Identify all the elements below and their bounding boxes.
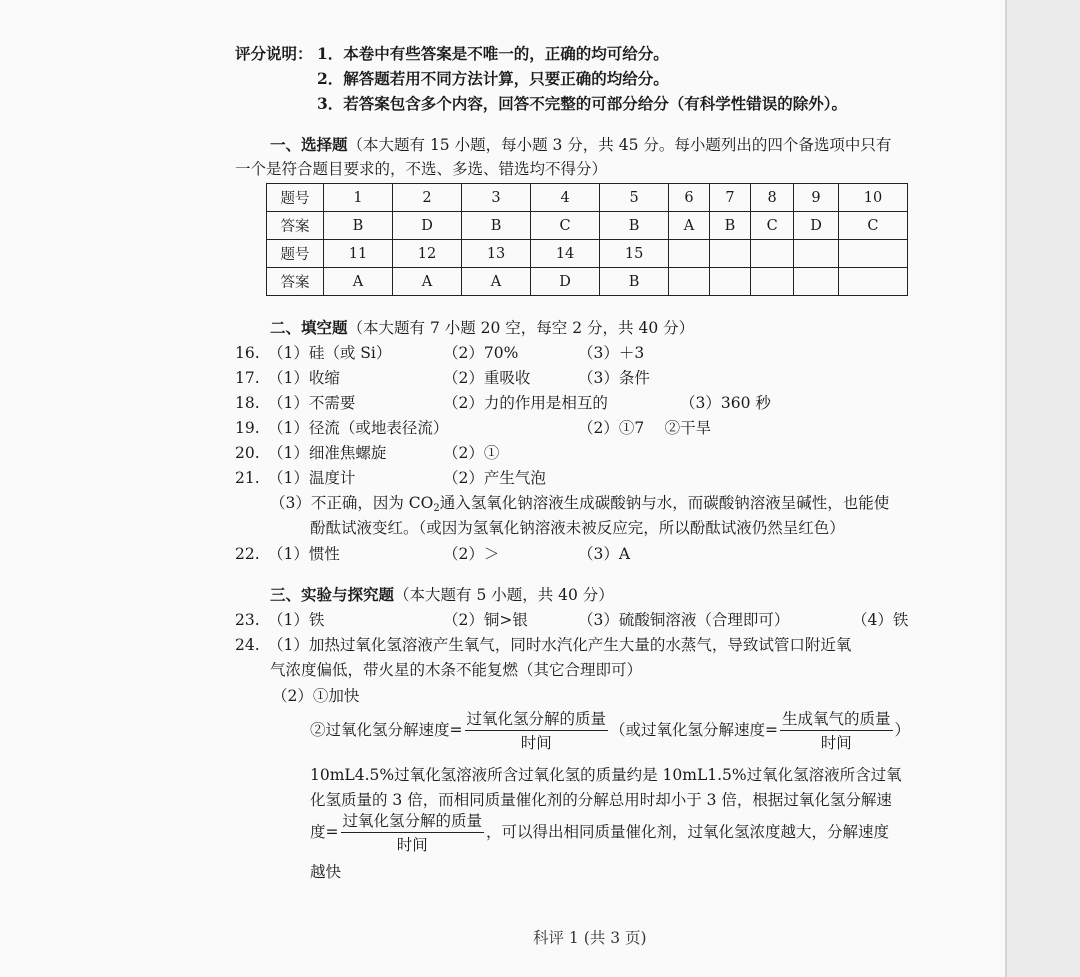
q16-answer-2: （2）70% bbox=[443, 344, 519, 362]
q16-answer-3: （3）＋3 bbox=[578, 344, 645, 362]
q24-part2: （2）①加快 bbox=[272, 687, 360, 705]
answer-table-cell: 4 bbox=[531, 184, 600, 212]
formula-1-prefix: ②过氧化氢分解速度= bbox=[310, 721, 463, 739]
answer-table-header-cell: 答案 bbox=[267, 268, 324, 296]
q21-answer-1: （1）温度计 bbox=[268, 469, 356, 487]
q20-answer-2: （2）① bbox=[443, 444, 500, 462]
q19-answer-2: （2）①7 ②干旱 bbox=[578, 419, 712, 437]
answer-table-cell: C bbox=[531, 212, 600, 240]
fraction-2-denominator: 时间 bbox=[820, 734, 852, 752]
answer-table-cell: D bbox=[794, 212, 839, 240]
q21-answer-2: （2）产生气泡 bbox=[443, 469, 546, 487]
answer-table-cell: B bbox=[600, 212, 669, 240]
fraction-1-numerator: 过氧化氢分解的质量 bbox=[465, 710, 609, 731]
q17-answer-2: （2）重吸收 bbox=[443, 369, 531, 387]
answer-table-cell: A bbox=[462, 268, 531, 296]
page-footer: 科评 1 (共 3 页) bbox=[533, 929, 647, 947]
q18-answer-1: （1）不需要 bbox=[268, 394, 356, 412]
q24-formula-3 bbox=[310, 812, 889, 854]
q24-explanation-line2: 化氢质量的 3 倍，而相同质量催化剂的分解总用时却小于 3 倍，根据过氧化氢分解速 bbox=[310, 791, 892, 809]
answer-table-cell: 15 bbox=[600, 240, 669, 268]
q23-number: 23. bbox=[235, 611, 260, 629]
q18-answer-3: （3）360 秒 bbox=[680, 394, 771, 412]
fraction-1 bbox=[465, 710, 609, 752]
answer-table-cell bbox=[709, 268, 750, 296]
answer-table-cell: C bbox=[838, 212, 907, 240]
q23-answer-1: （1）铁 bbox=[268, 611, 325, 629]
answer-table-cell: A bbox=[669, 212, 710, 240]
answer-table-cell bbox=[669, 240, 710, 268]
formula-2-suffix: ） bbox=[894, 721, 911, 739]
fraction-2 bbox=[780, 710, 893, 752]
answer-table-cell: A bbox=[324, 268, 393, 296]
answer-table-cell bbox=[794, 268, 839, 296]
q17-answer-1: （1）收缩 bbox=[268, 369, 340, 387]
q19-number: 19. bbox=[235, 419, 260, 437]
answer-table-cell: 1 bbox=[324, 184, 393, 212]
q16-number: 16. bbox=[235, 344, 260, 362]
answer-table-cell: 5 bbox=[600, 184, 669, 212]
multiple-choice-answer-table bbox=[266, 183, 908, 296]
q23-answer-3: （3）硫酸铜溶液（合理即可） bbox=[578, 611, 790, 629]
q22-answer-3: （3）A bbox=[578, 545, 631, 563]
formula-2-prefix: （或过氧化氢分解速度= bbox=[610, 721, 779, 739]
answer-table-cell: 13 bbox=[462, 240, 531, 268]
section1-desc-line2: 一个是符合题目要求的，不选、多选、错选均不得分） bbox=[235, 160, 608, 178]
q22-answer-2: （2）＞ bbox=[443, 545, 500, 563]
answer-table-cell: 9 bbox=[794, 184, 839, 212]
answer-table-cell: C bbox=[751, 212, 794, 240]
answer-table-cell bbox=[709, 240, 750, 268]
q22-number: 22. bbox=[235, 545, 260, 563]
page-edge bbox=[1005, 0, 1007, 977]
q24-part1-line2: 气浓度偏低，带火星的木条不能复燃（其它合理即可） bbox=[270, 661, 643, 679]
q24-explanation-line1: 10mL4.5%过氧化氢溶液所含过氧化氢的质量约是 10mL1.5%过氧化氢溶液所含过氧 bbox=[310, 766, 902, 784]
section1-heading bbox=[270, 135, 891, 155]
answer-table-header-cell: 题号 bbox=[267, 240, 324, 268]
q20-number: 20. bbox=[235, 444, 260, 462]
section3-desc: （本大题有 5 小题，共 40 分） bbox=[394, 586, 614, 604]
fraction-3 bbox=[341, 812, 485, 854]
fraction-3-numerator: 过氧化氢分解的质量 bbox=[341, 812, 485, 833]
q20-answer-1: （1）细准焦螺旋 bbox=[268, 444, 387, 462]
answer-table-row bbox=[267, 184, 908, 212]
q18-answer-2: （2）力的作用是相互的 bbox=[443, 394, 608, 412]
answer-table-cell bbox=[751, 240, 794, 268]
answer-table-row bbox=[267, 268, 908, 296]
section1-title: 一、选择题 bbox=[270, 135, 348, 154]
section2-heading bbox=[270, 318, 694, 338]
q16-answer-1: （1）硅（或 Si） bbox=[268, 344, 392, 362]
q24-explanation-last: 越快 bbox=[310, 863, 342, 881]
answer-table-cell bbox=[838, 240, 907, 268]
answer-table-cell: A bbox=[393, 268, 462, 296]
fraction-3-denominator: 时间 bbox=[396, 836, 428, 854]
q22-answer-1: （1）惯性 bbox=[268, 545, 340, 563]
section2-desc: （本大题有 7 小题 20 空，每空 2 分，共 40 分） bbox=[347, 319, 695, 337]
q23-answer-2: （2）铜>银 bbox=[443, 611, 528, 629]
answer-table-cell bbox=[838, 268, 907, 296]
formula-3-prefix: 度= bbox=[310, 823, 339, 841]
q17-answer-3: （3）条件 bbox=[578, 369, 650, 387]
answer-table-cell: B bbox=[462, 212, 531, 240]
scoring-notes-label: 评分说明： bbox=[235, 44, 313, 63]
answer-table-cell: B bbox=[324, 212, 393, 240]
q24-part1-line1: （1）加热过氧化氢溶液产生氧气，同时水汽化产生大量的水蒸气，导致试管口附近氧 bbox=[268, 636, 852, 654]
q21-answer-3-pre: （3）不正确，因为 CO bbox=[270, 494, 434, 512]
section3-heading bbox=[270, 585, 614, 605]
answer-table-cell: 6 bbox=[669, 184, 710, 212]
q19-answer-1: （1）径流（或地表径流） bbox=[268, 419, 449, 437]
q24-number: 24. bbox=[235, 636, 260, 654]
section2-title: 二、填空题 bbox=[270, 318, 348, 337]
section1-desc: （本大题有 15 小题，每小题 3 分，共 45 分。每小题列出的四个备选项中只有 bbox=[347, 136, 892, 154]
q21-number: 21. bbox=[235, 469, 260, 487]
answer-table-cell: 12 bbox=[393, 240, 462, 268]
fraction-2-numerator: 生成氧气的质量 bbox=[780, 710, 893, 731]
answer-table-row bbox=[267, 212, 908, 240]
answer-table-cell: 8 bbox=[751, 184, 794, 212]
answer-table-header-cell: 答案 bbox=[267, 212, 324, 240]
answer-table-cell bbox=[751, 268, 794, 296]
answer-table-cell bbox=[669, 268, 710, 296]
answer-table-cell: 14 bbox=[531, 240, 600, 268]
q24-formula-1 bbox=[310, 710, 910, 752]
q21-answer-3-line2: 酚酞试液变红。（或因为氢氧化钠溶液未被反应完，所以酚酞试液仍然呈红色） bbox=[310, 519, 845, 537]
q21-answer-3-post: 通入氢氧化钠溶液生成碳酸钠与水，而碳酸钠溶液呈碱性，也能使 bbox=[439, 494, 890, 512]
answer-table-cell: D bbox=[531, 268, 600, 296]
answer-table-cell: 7 bbox=[709, 184, 750, 212]
co2-subscript: 2 bbox=[433, 503, 440, 514]
answer-table-cell: B bbox=[709, 212, 750, 240]
section3-title: 三、实验与探究题 bbox=[270, 585, 395, 604]
answer-table-header-cell: 题号 bbox=[267, 184, 324, 212]
q23-answer-4: （4）铁 bbox=[852, 611, 909, 629]
answer-table-cell: 2 bbox=[393, 184, 462, 212]
answer-table-cell bbox=[794, 240, 839, 268]
answer-table-cell: B bbox=[600, 268, 669, 296]
q18-number: 18. bbox=[235, 394, 260, 412]
q21-answer-3 bbox=[270, 493, 889, 519]
answer-table-cell: 10 bbox=[838, 184, 907, 212]
formula-3-suffix: ，可以得出相同质量催化剂，过氧化氢浓度越大，分解速度 bbox=[486, 823, 890, 841]
answer-table-cell: 11 bbox=[324, 240, 393, 268]
answer-table-cell: D bbox=[393, 212, 462, 240]
answer-table-row bbox=[267, 240, 908, 268]
q17-number: 17. bbox=[235, 369, 260, 387]
answer-table-cell: 3 bbox=[462, 184, 531, 212]
scoring-note-1: 1．本卷中有些答案是不唯一的，正确的均可给分。 bbox=[317, 44, 669, 63]
scoring-note-2: 2．解答题若用不同方法计算，只要正确的均给分。 bbox=[317, 69, 669, 88]
scoring-note-3: 3．若答案包含多个内容，回答不完整的可部分给分（有科学性错误的除外）。 bbox=[317, 94, 848, 113]
fraction-1-denominator: 时间 bbox=[520, 734, 552, 752]
